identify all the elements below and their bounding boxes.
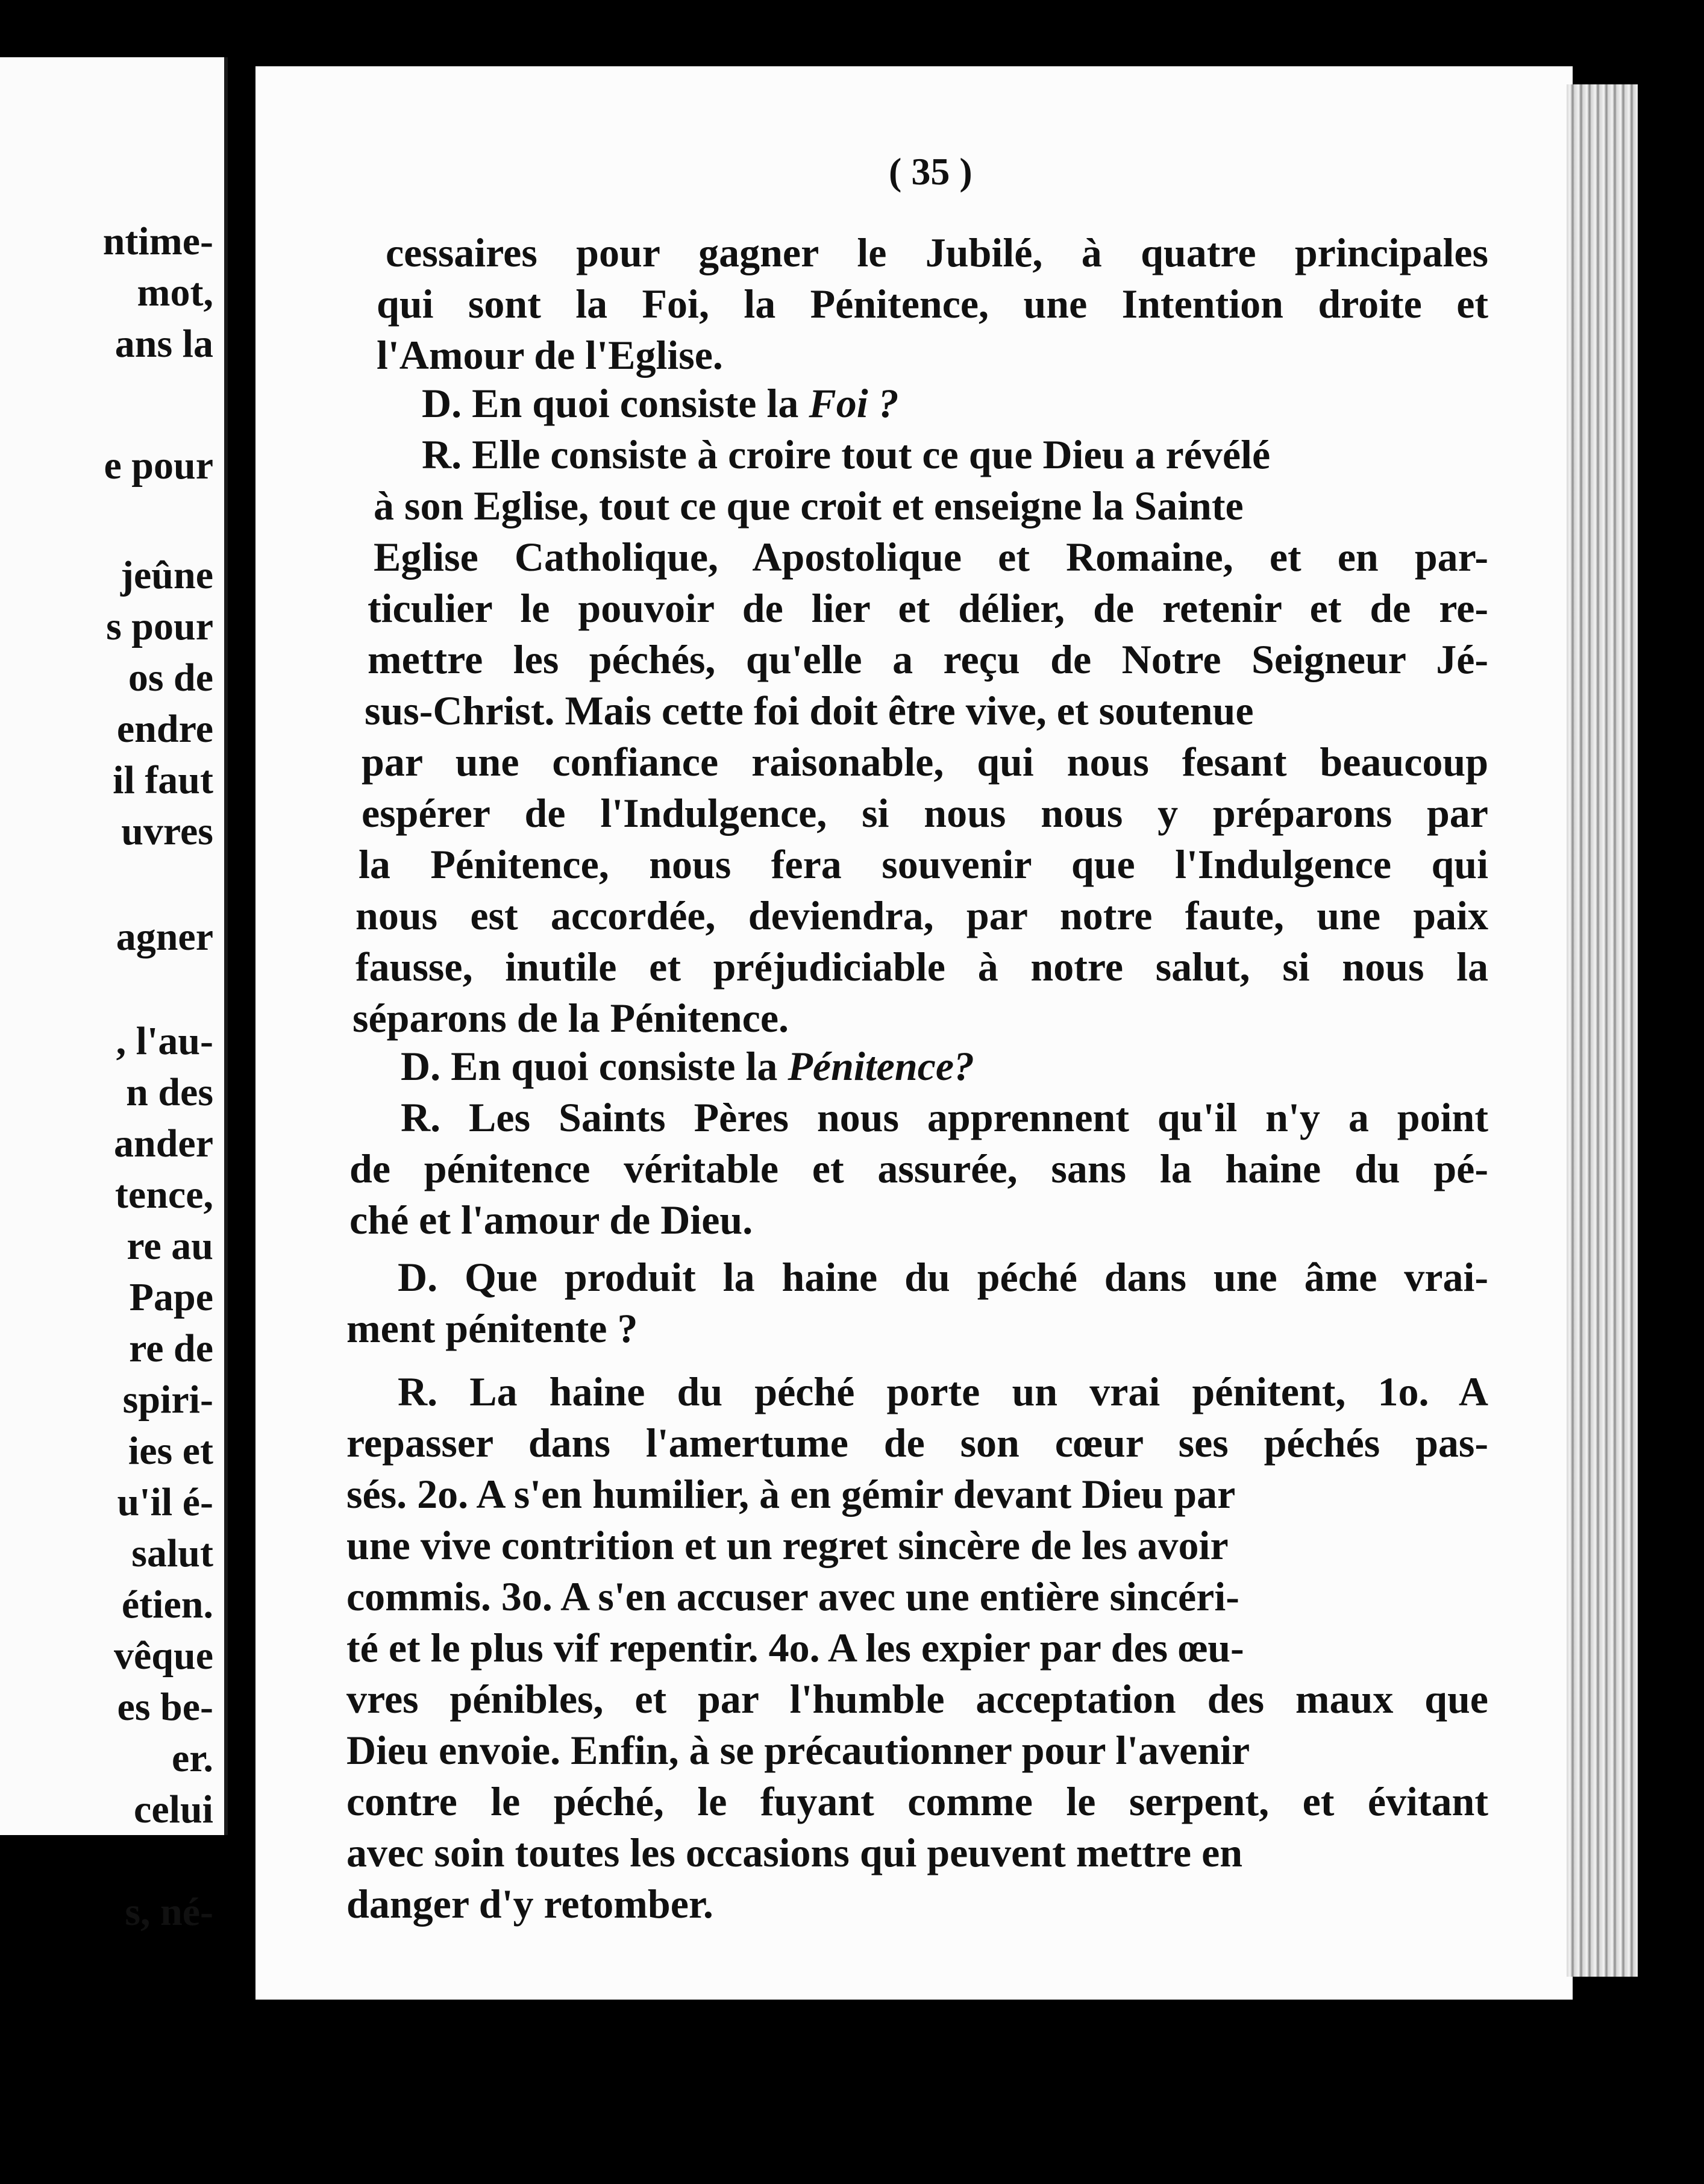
left-page-line: re de	[129, 1326, 213, 1370]
italic-word: Pénitence?	[788, 1043, 975, 1089]
left-page-line: s, né-	[125, 1890, 213, 1934]
book-gutter	[228, 57, 255, 1895]
left-page-line: spiri-	[122, 1378, 213, 1422]
left-page-line: agner	[116, 915, 213, 959]
left-page-line: ies et	[128, 1429, 213, 1473]
left-page-line: e pour	[104, 444, 213, 488]
italic-word: Foi ?	[809, 380, 899, 426]
left-page-line: s pour	[106, 604, 213, 648]
text-line: la Pénitence, nous fera souvenir que l'Indulgence qui	[359, 841, 1489, 887]
text-line: qui sont la Foi, la Pénitence, une Intention droite et	[377, 281, 1489, 327]
text-run: D. En quoi consiste la	[422, 380, 809, 426]
left-page-line: il faut	[113, 758, 213, 802]
text-line: ché et l'amour de Dieu.	[349, 1197, 753, 1243]
left-page-line: vêque	[114, 1634, 213, 1678]
left-page-line: n des	[126, 1070, 213, 1114]
left-page-line: jeûne	[121, 553, 213, 597]
left-page-line: re au	[127, 1224, 213, 1268]
text-line: repasser dans l'amertume de son cœur ses péchés pas-	[346, 1420, 1489, 1466]
text-line: commis. 3o. A s'en accuser avec une entière sincéri-	[346, 1574, 1239, 1619]
left-facing-page	[0, 57, 228, 1934]
text-line	[422, 380, 899, 427]
text-line: vres pénibles, et par l'humble acceptation des maux que	[346, 1676, 1488, 1722]
text-line: mettre les péchés, qu'elle a reçu de Notre Seigneur Jé-	[368, 636, 1489, 682]
text-line: l'Amour de l'Eglise.	[377, 332, 723, 378]
text-line: Dieu envoie. Enfin, à se précautionner pour l'avenir	[346, 1727, 1250, 1773]
text-line: sus-Christ. Mais cette foi doit être vive, et soutenue	[365, 688, 1254, 733]
text-line: té et le plus vif repentir. 4o. A les expier par des œu-	[346, 1625, 1244, 1671]
left-page-line: celui	[134, 1787, 213, 1831]
text-line: séparons de la Pénitence.	[352, 995, 789, 1041]
text-line	[401, 1043, 974, 1090]
text-line: nous est accordée, deviendra, par notre faute, une paix	[356, 893, 1488, 938]
text-line: cessaires pour gagner le Jubilé, à quatre principales	[386, 230, 1489, 275]
text-line: une vive contrition et un regret sincère de les avoir	[346, 1522, 1229, 1568]
text-run: D. En quoi consiste la	[401, 1043, 788, 1089]
left-page-line: endre	[116, 707, 213, 751]
left-page-line: mot,	[137, 271, 213, 315]
text-line: Eglise Catholique, Apostolique et Romaine, et en par-	[374, 534, 1488, 580]
text-line: ment pénitente ?	[346, 1305, 638, 1351]
left-page-line: uvres	[121, 809, 213, 853]
left-page-line: ntime-	[102, 219, 213, 263]
page-number: ( 35 )	[889, 150, 973, 193]
left-page-line: er.	[171, 1736, 213, 1780]
left-page-line: Pape	[129, 1275, 213, 1319]
text-line: D. Que produit la haine du péché dans une âme vrai-	[398, 1254, 1489, 1300]
text-line: espérer de l'Indulgence, si nous nous y préparons par	[362, 790, 1488, 836]
text-line: avec soin toutes les occasions qui peuvent mettre en	[346, 1830, 1243, 1875]
left-page-line: , l'au-	[116, 1019, 213, 1063]
text-line: R. Les Saints Pères nous apprennent qu'il n'y a point	[401, 1094, 1488, 1140]
text-line: danger d'y retomber.	[346, 1881, 713, 1927]
text-line: à son Eglise, tout ce que croit et enseigne la Sainte	[374, 483, 1244, 529]
left-page-line: salut	[131, 1531, 213, 1575]
left-page-line: os de	[128, 656, 213, 700]
text-line: R. La haine du péché porte un vrai pénitent, 1o. A	[398, 1369, 1488, 1414]
left-page-line: u'il é-	[117, 1480, 213, 1524]
left-page-line: ans la	[114, 322, 213, 366]
left-page-line: étien.	[121, 1583, 213, 1627]
text-line: contre le péché, le fuyant comme le serpent, et évitant	[346, 1778, 1489, 1824]
page-edges	[1567, 84, 1638, 1977]
left-page-line: ander	[114, 1122, 213, 1166]
text-line: ticulier le pouvoir de lier et délier, de retenir et de re-	[368, 585, 1489, 631]
text-line: fausse, inutile et préjudiciable à notre salut, si nous la	[356, 944, 1489, 990]
text-line: par une confiance raisonable, qui nous fesant beaucoup	[362, 739, 1489, 785]
text-line: sés. 2o. A s'en humilier, à en gémir devant Dieu par	[346, 1471, 1236, 1517]
text-line: R. Elle consiste à croire tout ce que Dieu a révélé	[422, 431, 1271, 477]
left-page-line: tence,	[114, 1173, 213, 1217]
text-line: de pénitence véritable et assurée, sans la haine du pé-	[349, 1146, 1489, 1191]
left-page-line: es be-	[117, 1685, 213, 1729]
